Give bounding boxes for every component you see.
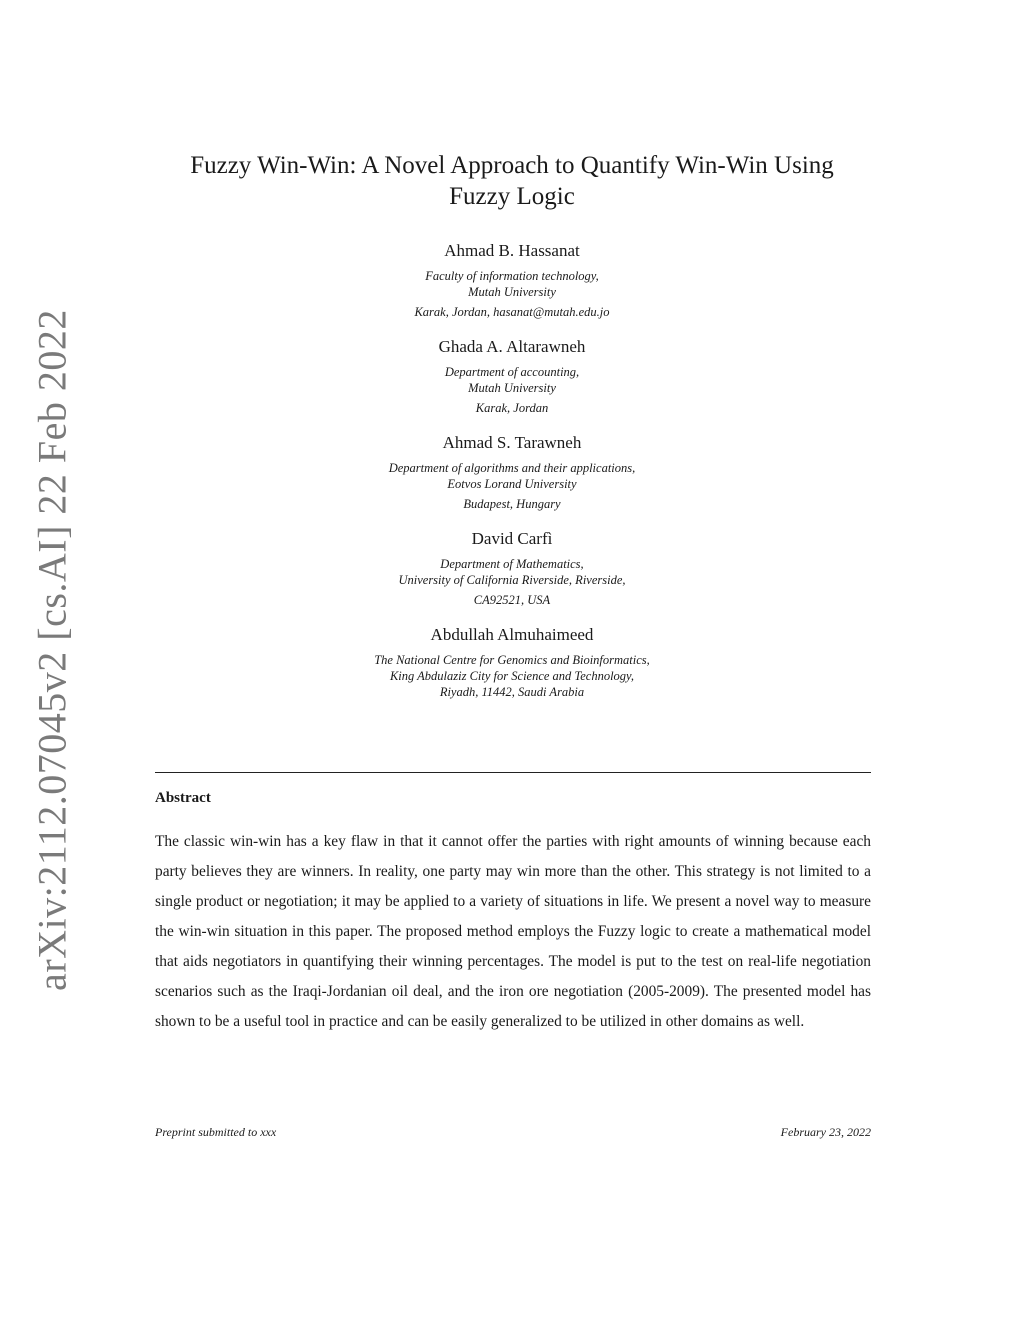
arxiv-identifier: arXiv:2112.07045v2 [cs.AI] 22 Feb 2022 <box>29 309 75 991</box>
author-list <box>200 240 824 716</box>
abstract-text: The classic win-win has a key flaw in that it cannot offer the parties with right amounts of winning because each party believes they are winners. In reality, one party may win more than the other. This strategy is not limited to a single product or negotiation; it may be applied to a variety of situations in life. We present a novel way to measure the win-win situation in this paper. The proposed method employs the Fuzzy logic to create a mathematical model that aids negotiators in quantifying their winning percentages. The model is put to the test on real-life negotiation scenarios such as the Iraqi-Jordanian oil deal, and the iron ore negotiation (2005-2009). The presented model has shown to be a useful tool in practice and can be easily generalized to be utilized in other domains as well. <box>155 833 871 1030</box>
author-name: Ghada A. Altarawneh <box>438 337 586 356</box>
page-footer <box>155 1125 871 1140</box>
author-affiliation: Mutah University <box>468 285 556 299</box>
author-affiliation: Eotvos Lorand University <box>447 477 577 491</box>
author-affiliation: The National Centre for Genomics and Bioinformatics, <box>374 653 650 667</box>
footer-date: February 23, 2022 <box>780 1125 871 1139</box>
paper-title: Fuzzy Win-Win: A Novel Approach to Quantify Win-Win Using Fuzzy Logic <box>190 152 834 210</box>
author-affiliation: Faculty of information technology, <box>425 269 599 283</box>
author-block <box>200 240 824 320</box>
author-block <box>200 336 824 416</box>
author-name: Ahmad S. Tarawneh <box>442 433 582 452</box>
author-affiliation: Mutah University <box>468 381 556 395</box>
author-location: Riyadh, 11442, Saudi Arabia <box>439 685 585 699</box>
author-location: Karak, Jordan <box>475 401 549 415</box>
footer-preprint-note: Preprint submitted to xxx <box>155 1125 277 1139</box>
author-block <box>200 528 824 608</box>
author-affiliation: Department of Mathematics, <box>440 557 584 571</box>
author-location: Karak, Jordan, hasanat@mutah.edu.jo <box>414 305 610 319</box>
author-name: David Carfì <box>471 529 553 548</box>
author-affiliation: King Abdulaziz City for Science and Technology, <box>389 669 635 683</box>
author-affiliation: University of California Riverside, Riverside, <box>398 573 626 587</box>
author-affiliation: Department of accounting, <box>444 365 580 379</box>
abstract-heading: Abstract <box>155 790 211 806</box>
section-divider <box>155 772 871 773</box>
author-name: Ahmad B. Hassanat <box>444 241 580 260</box>
author-block <box>200 432 824 512</box>
author-affiliation: Department of algorithms and their applications, <box>388 461 636 475</box>
author-location: Budapest, Hungary <box>463 497 561 511</box>
author-block <box>200 624 824 700</box>
author-location: CA92521, USA <box>473 593 551 607</box>
author-name: Abdullah Almuhaimeed <box>430 625 594 644</box>
